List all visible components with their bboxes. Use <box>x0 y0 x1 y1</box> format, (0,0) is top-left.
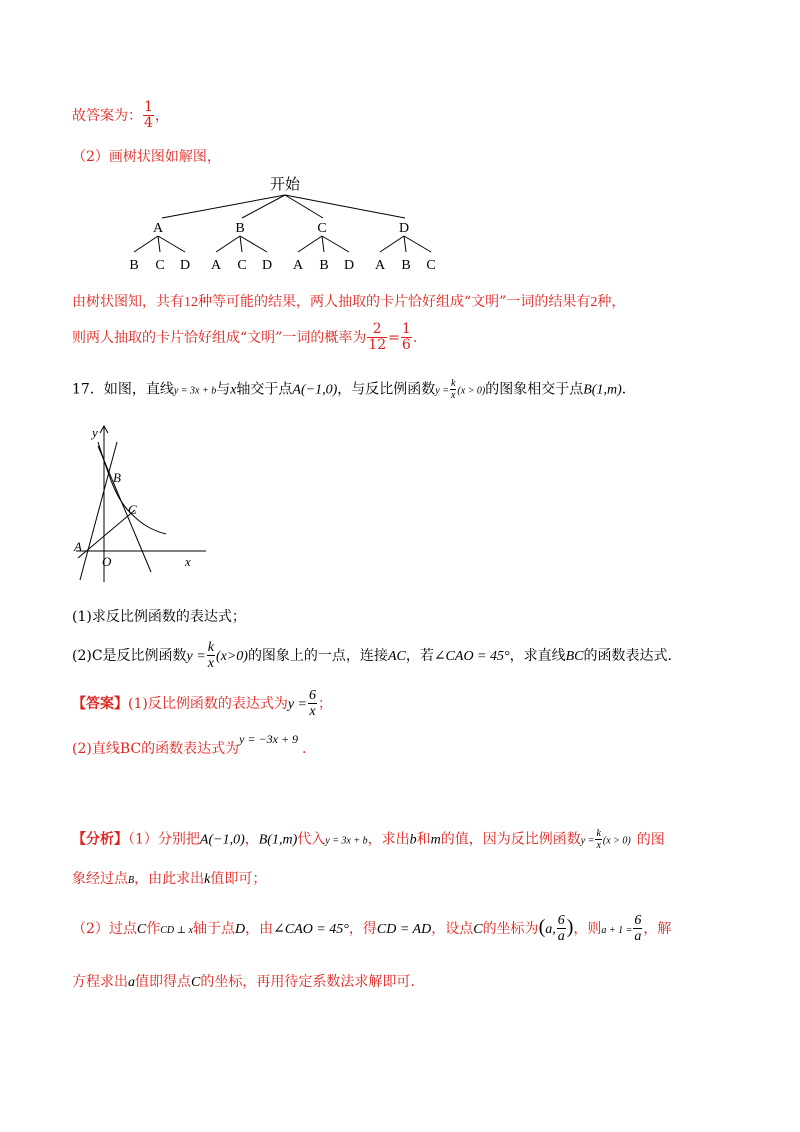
answer-prefix: 故答案为： <box>72 107 142 124</box>
answer-1: 【答案】(1)反比例函数的表达式为y = $\frac{6}{x}$ ； <box>72 688 333 720</box>
label-b: B <box>113 470 121 485</box>
tree-node-d: D <box>398 221 410 236</box>
sub-question-2: (2)C是反比例函数y = $\frac{k}{x}$ (x>0)的图象上的一点，连接AC，若∠CAO = 45°，求直线BC的函数表达式. <box>72 640 672 672</box>
tree-leaf: B <box>319 258 329 273</box>
tree-leaf: D <box>343 258 355 273</box>
analysis-line-4: 方程求出a值即得点C的坐标，再用待定系数法求解即可. <box>72 974 415 990</box>
tree-node-c: C <box>317 221 327 236</box>
analysis-label: 【分析】 <box>72 831 128 848</box>
tree-node-a: A <box>152 221 164 236</box>
probability-line: 则两人抽取的卡片恰好组成“文明”一词的概率为 $\frac{2}{12}$ = $\frac{1}{6}$ . <box>72 321 418 354</box>
analysis-line-2: 象经过点B，由此求出k值即可； <box>72 871 267 887</box>
tree-leaf: D <box>261 258 273 273</box>
tree-leaf: B <box>401 258 411 273</box>
question-17: 17．如图，直线y = 3x + b与x轴交于点A(−1,0)，与反比例函数y = $\frac{k}{x}$ (x > 0)的图象相交于点B(1,m). <box>72 378 627 401</box>
answer-line: 故答案为： $\frac{1}{4}$ ， <box>72 99 169 132</box>
hyperbola <box>98 442 166 534</box>
tree-node-b: B <box>235 221 245 236</box>
label-o: O <box>102 554 112 569</box>
line-ab <box>80 442 117 580</box>
tree-leaf: A <box>292 258 304 273</box>
tree-leaf: A <box>210 258 222 273</box>
tree-leaf: C <box>237 258 247 273</box>
analysis-line-1: 【分析】（1）分别把A(−1,0)，B(1,m)代入y = 3x + b，求出b和m的值，因为反比例函数y = $\frac{k}{x}$ (x > 0) 的图 <box>72 828 665 851</box>
tree-diagram <box>120 170 450 280</box>
answer-2: (2)直线BC的函数表达式为y = −3x + 9. <box>72 732 307 757</box>
tree-leaf: C <box>426 258 436 273</box>
tree-leaf: B <box>129 258 139 273</box>
label-y: y <box>92 425 98 440</box>
sub-question-1: (1)求反比例函数的表达式； <box>72 609 246 625</box>
tree-result: 由树状图知，共有12种等可能的结果，两人抽取的卡片恰好组成“文明”一词的结果有2种， <box>72 294 626 310</box>
answer-fraction: $\frac{1}{4}$ <box>144 99 153 132</box>
tree-root: 开始 <box>269 177 301 193</box>
tree-leaf: D <box>179 258 191 273</box>
label-a: A <box>74 539 82 554</box>
analysis-line-3: （2）过点C作CD ⊥ x轴于点D，由∠CAO = 45°，得CD = AD，设点C的坐标为(a, $\frac{6}{a}$ )，则a + 1 = $\frac{6}{a}$ ，解 <box>72 913 672 945</box>
prob-fraction-1: $\frac{2}{12}$ <box>368 321 387 354</box>
label-c: C <box>128 502 137 517</box>
prob-fraction-2: $\frac{1}{6}$ <box>401 321 411 354</box>
tree-leaf: C <box>155 258 165 273</box>
tree-leaf: A <box>374 258 386 273</box>
answer-label: 【答案】 <box>72 695 128 712</box>
function-graph <box>72 420 212 585</box>
part2-intro: （2）画树状图如解图， <box>72 149 221 165</box>
label-x: x <box>185 554 191 569</box>
